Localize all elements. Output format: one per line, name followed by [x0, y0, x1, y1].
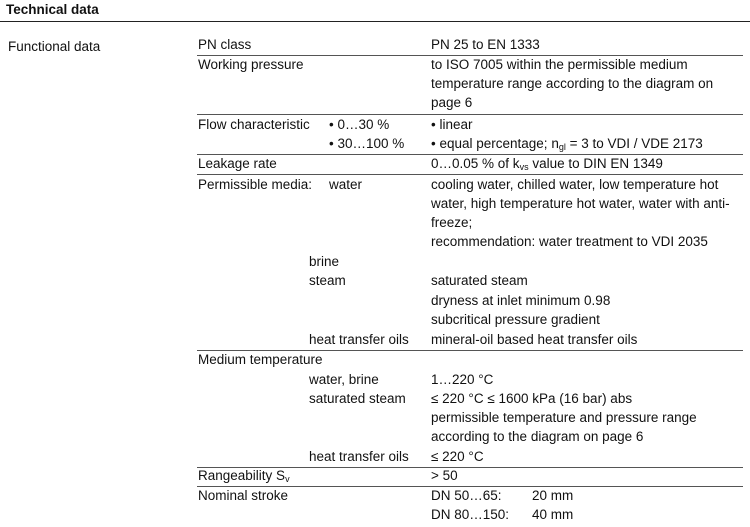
temp-oil-label: heat transfer oils	[309, 449, 409, 464]
rangeability-label: Rangeability $S_v$	[198, 468, 290, 484]
stroke-dn-1: DN 50…65:	[431, 488, 502, 503]
temp-water-label: water, brine	[309, 372, 379, 387]
temp-steam-line-3: according to the diagram on page 6	[431, 429, 644, 444]
temp-oil-value: ≤ 220 °C	[431, 449, 484, 464]
leakage-rate-value: 0…0.05 % of $k_{vs}$ value to DIN EN 1349	[431, 156, 663, 172]
temp-steam-label: saturated steam	[309, 391, 406, 406]
media-steam-line-2: dryness at inlet minimum 0.98	[431, 293, 611, 308]
functional-data-label: Functional data	[8, 39, 101, 54]
stroke-mm-1: 20 mm	[532, 488, 574, 503]
media-oil-label: heat transfer oils	[309, 332, 409, 347]
temp-steam-line-1: ≤ 220 °C ≤ 1600 kPa (16 bar) abs	[431, 391, 633, 406]
working-pressure-label: Working pressure	[198, 57, 304, 72]
stroke-dn-2: DN 80…150:	[431, 507, 510, 522]
section-title: Technical data	[6, 2, 99, 17]
flow-value-2: • equal percentage; $n_{gl} = 3$ to VDI / VDE 2173	[431, 136, 703, 152]
media-water-line-2: water, high temperature hot water, water with anti-	[431, 196, 730, 211]
flow-characteristic-label: Flow characteristic	[198, 117, 310, 132]
rangeability-value: > 50	[431, 468, 458, 483]
pn-class-label: PN class	[198, 37, 252, 52]
flow-range-1: • 0…30 %	[329, 117, 390, 132]
temp-water-value: 1…220 °C	[431, 372, 494, 387]
temp-steam-line-2: permissible temperature and pressure range	[431, 410, 697, 425]
title-rule	[0, 21, 750, 22]
nominal-stroke-label: Nominal stroke	[198, 488, 289, 503]
pn-class-value: PN 25 to EN 1333	[431, 37, 540, 52]
media-water-line-4: recommendation: water treatment to VDI 2035	[431, 234, 708, 249]
stroke-mm-2: 40 mm	[532, 507, 574, 522]
media-brine-label: brine	[309, 254, 340, 269]
permissible-media-label: Permissible media:	[198, 177, 313, 192]
media-water-line-1: cooling water, chilled water, low temperature hot	[431, 177, 719, 192]
working-pressure-line-3: page 6	[431, 95, 473, 110]
working-pressure-line-1: to ISO 7005 within the permissible medium	[431, 57, 688, 72]
flow-range-2: • 30…100 %	[329, 136, 405, 151]
working-pressure-line-2: temperature range according to the diagram on	[431, 76, 714, 91]
media-steam-line-1: saturated steam	[431, 273, 528, 288]
media-steam-line-3: subcritical pressure gradient	[431, 312, 600, 327]
flow-value-1: • linear	[431, 117, 473, 132]
medium-temperature-label: Medium temperature	[198, 352, 323, 367]
leakage-rate-label: Leakage rate	[198, 156, 277, 171]
media-steam-label: steam	[309, 273, 346, 288]
media-water-line-3: freeze;	[431, 215, 473, 230]
media-water-label: water	[329, 177, 363, 192]
media-oil-value: mineral-oil based heat transfer oils	[431, 332, 638, 347]
